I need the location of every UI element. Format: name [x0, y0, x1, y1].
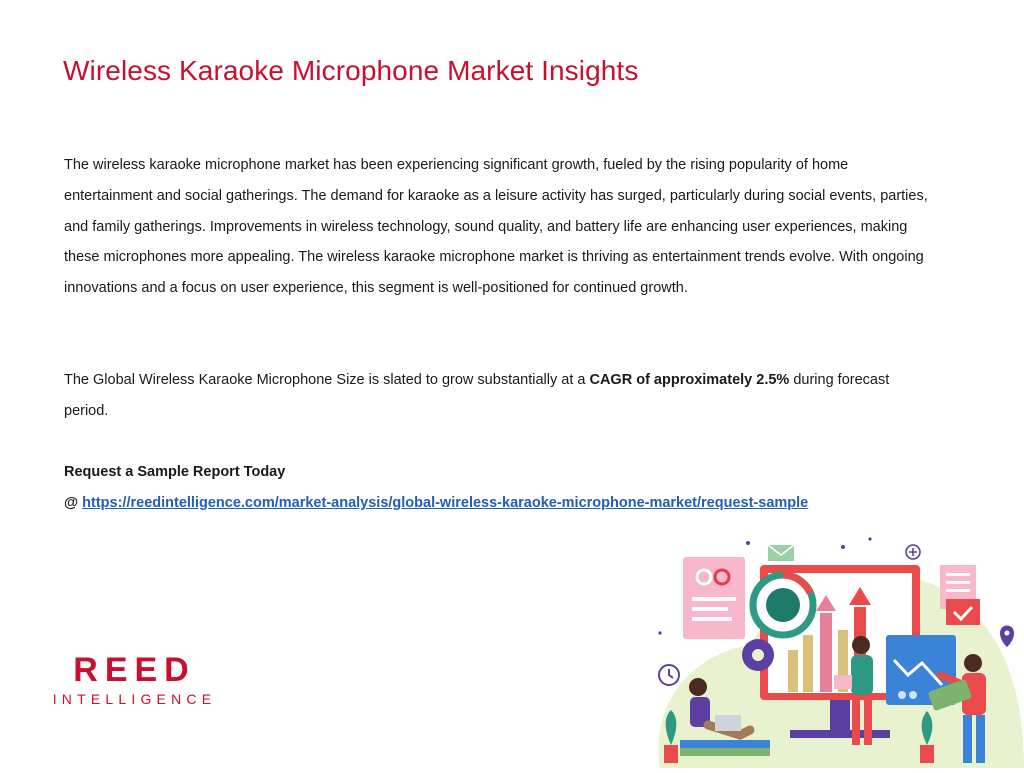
- document-icon: [683, 557, 745, 639]
- checklist-icon: [940, 565, 980, 625]
- intro-paragraph: The wireless karaoke microphone market has been experiencing significant growth, fueled by the rising popularity of home entertainment and social gatherings. The demand for karaoke as a leisure activity has surged, particularly during social events, parties, and family gatherings. Improvements in wireless technology, sound quality, and battery life are enhancing user experiences, making these microphones more appealing. The wireless karaoke microphone market is thriving as entertainment trends evolve. With ongoing innovations and a focus on user experience, this segment is well-positioned for continued growth.: [64, 157, 928, 297]
- location-pin-icon: [1000, 626, 1014, 648]
- gear-icon: [742, 639, 774, 671]
- cagr-highlight: CAGR of approximately 2.5%: [589, 372, 790, 388]
- logo-wordmark: REED: [73, 651, 196, 689]
- sample-report-heading: Request a Sample Report Today: [64, 464, 286, 480]
- reed-intelligence-logo: [52, 652, 217, 708]
- market-analytics-illustration: [640, 535, 1024, 768]
- page-title: Wireless Karaoke Microphone Market Insights: [63, 55, 639, 86]
- cagr-text-before: The Global Wireless Karaoke Microphone Size is slated to grow substantially at a: [64, 372, 590, 388]
- clock-icon: [659, 665, 679, 685]
- cagr-text-after: during forecast period.: [64, 372, 890, 419]
- at-symbol: @: [64, 495, 83, 511]
- logo-subtitle: INTELLIGENCE: [52, 691, 217, 707]
- plus-circle-icon: [906, 545, 920, 559]
- sample-report-link[interactable]: https://reedintelligence.com/market-analysis/global-wireless-karaoke-microphone-market/request-sample: [82, 495, 809, 511]
- cagr-paragraph: [64, 365, 934, 427]
- sample-report-line: [64, 488, 808, 518]
- donut-chart-icon: [753, 575, 813, 635]
- envelope-icon: [768, 545, 794, 561]
